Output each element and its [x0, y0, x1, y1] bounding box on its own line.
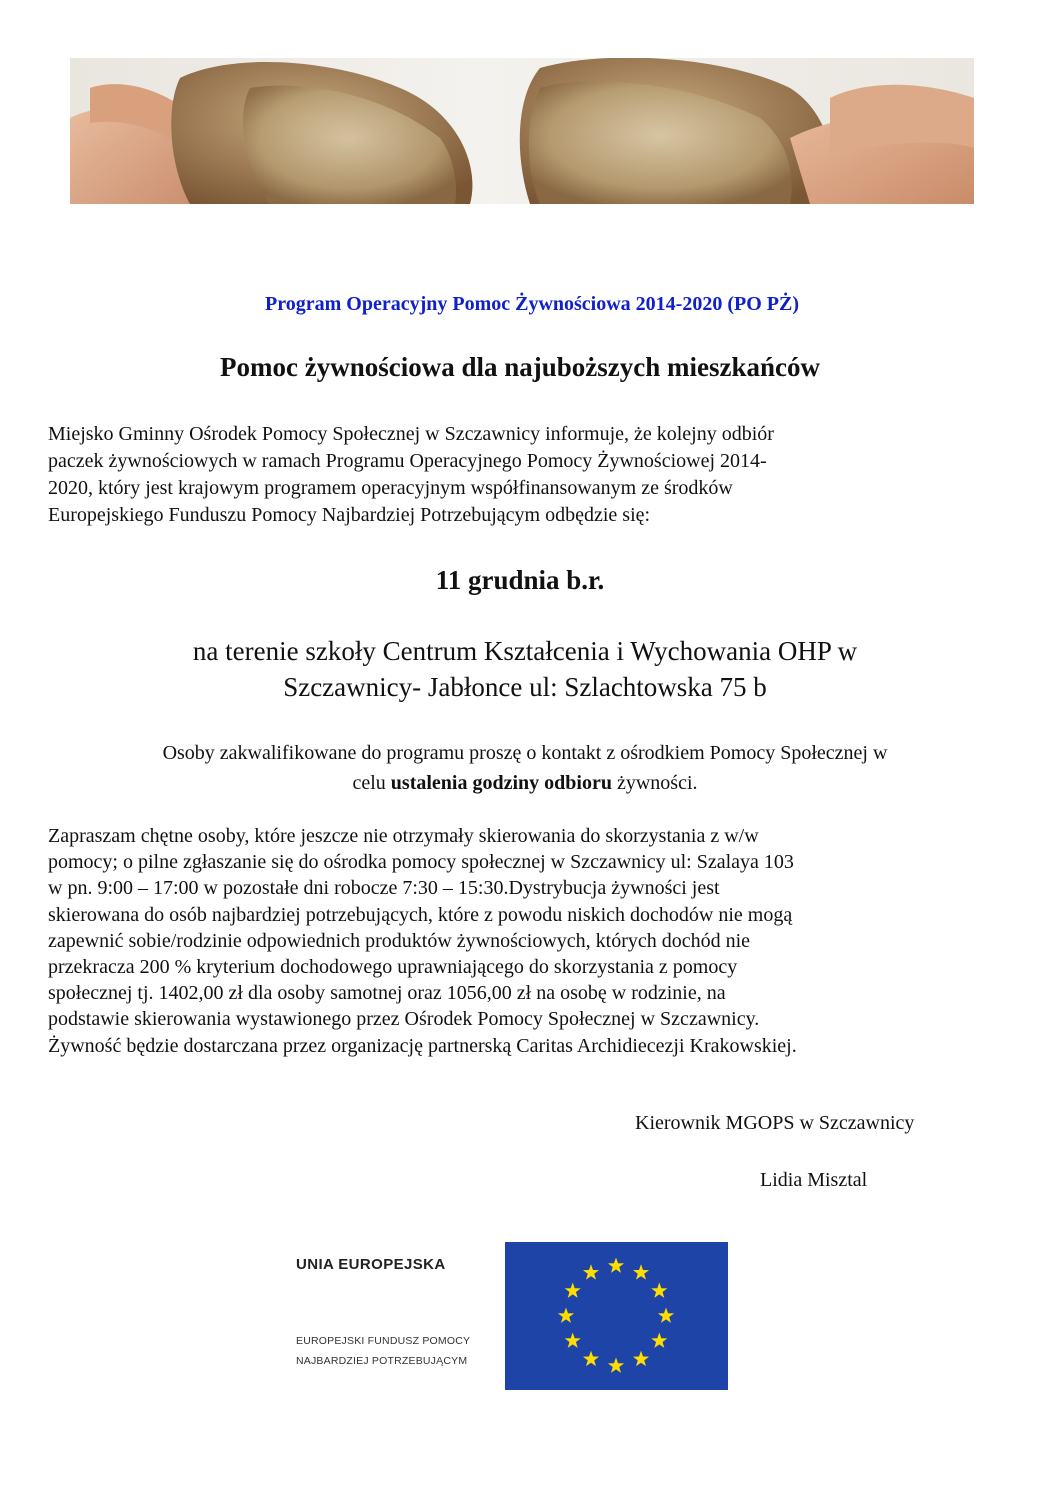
distribution-date: 11 grudnia b.r. — [435, 565, 605, 595]
eu-star-icon — [651, 1333, 667, 1348]
location-line: Szczawnicy- Jabłonce ul: Szlachtowska 75 b — [283, 672, 767, 702]
eu-star-icon — [633, 1264, 649, 1279]
distribution-location — [0, 633, 1050, 705]
contact-emphasis: ustalenia godziny odbioru — [390, 772, 612, 794]
eu-star-icon — [608, 1358, 624, 1373]
eu-logo-text — [296, 1256, 470, 1371]
invite-line: zapewnić sobie/rodzinie odpowiednich produktów żywnościowych, których dochód nie — [48, 929, 751, 952]
intro-line: Europejskiego Funduszu Pomocy Najbardziej Potrzebującym odbędzie się: — [48, 504, 651, 526]
signature-role: Kierownik MGOPS w Szczawnicy — [635, 1112, 915, 1134]
invite-line: pomocy; o pilne zgłaszanie się do ośrodka pomocy społecznej w Szczawnicy ul: Szalaya 103 — [48, 851, 794, 874]
intro-line: 2020, który jest krajowym programem operacyjnym współfinansowanym ze środków — [48, 477, 733, 499]
eu-star-icon — [565, 1333, 581, 1348]
eu-star-icon — [633, 1351, 649, 1366]
eu-fund-line: EUROPEJSKI FUNDUSZ POMOCY — [296, 1335, 471, 1347]
contact-paragraph — [0, 738, 1050, 798]
eu-star-icon — [651, 1283, 667, 1298]
invite-line: skierowana do osób najbardziej potrzebujących, które z powodu niskich dochodów nie mogą — [48, 903, 793, 926]
bread-illustration — [70, 58, 974, 204]
invite-line: w pn. 9:00 – 17:00 w pozostałe dni robocze 7:30 – 15:30.Dystrybucja żywności jest — [48, 877, 720, 900]
invite-paragraph — [48, 823, 1008, 1059]
bread-hands-photo — [70, 58, 974, 204]
intro-paragraph — [48, 421, 978, 529]
eu-star-icon — [608, 1258, 624, 1273]
eu-star-icon — [565, 1283, 581, 1298]
eu-star-icon — [583, 1351, 599, 1366]
invite-line: przekracza 200 % kryterium dochodowego uprawniającego do skorzystania z pomocy — [48, 956, 738, 979]
eu-union-label: UNIA EUROPEJSKA — [296, 1256, 446, 1273]
eu-flag-stars — [505, 1242, 728, 1390]
location-line: na terenie szkoły Centrum Kształcenia i Wychowania OHP w — [192, 636, 858, 666]
eu-fund-label — [296, 1331, 470, 1371]
contact-text: celu — [352, 772, 391, 794]
eu-star-icon — [658, 1308, 674, 1323]
page-title: Pomoc żywnościowa dla najuboższych mieszkańców — [220, 352, 820, 382]
intro-line: paczek żywnościowych w ramach Programu Operacyjnego Pomocy Żywnościowej 2014- — [48, 450, 767, 472]
invite-line: podstawie skierowania wystawionego przez Ośrodek Pomocy Społecznej w Szczawnicy. — [48, 1008, 760, 1031]
eu-fund-line: NAJBARDZIEJ POTRZEBUJĄCYM — [296, 1355, 468, 1367]
invite-line: społecznej tj. 1402,00 zł dla osoby samotnej oraz 1056,00 zł na osobę w rodzinie, na — [48, 982, 726, 1005]
eu-star-icon — [558, 1308, 574, 1323]
program-title: Program Operacyjny Pomoc Żywnościowa 2014-2020 (PO PŻ) — [265, 293, 799, 315]
eu-flag-icon — [505, 1242, 728, 1390]
signature-name: Lidia Misztal — [760, 1169, 868, 1191]
eu-star-icon — [583, 1264, 599, 1279]
intro-line: Miejsko Gminny Ośrodek Pomocy Społecznej w Szczawnicy informuje, że kolejny odbiór — [48, 423, 774, 445]
invite-line: Zapraszam chętne osoby, które jeszcze nie otrzymały skierowania do skorzystania z w/w — [48, 825, 759, 847]
invite-line: Żywność będzie dostarczana przez organizację partnerską Caritas Archidiecezji Krakowskiej. — [48, 1034, 797, 1057]
contact-line: Osoby zakwalifikowane do programu proszę o kontakt z ośrodkiem Pomocy Społecznej w — [162, 742, 888, 764]
contact-line — [0, 768, 1050, 798]
contact-text: żywności. — [611, 772, 698, 794]
